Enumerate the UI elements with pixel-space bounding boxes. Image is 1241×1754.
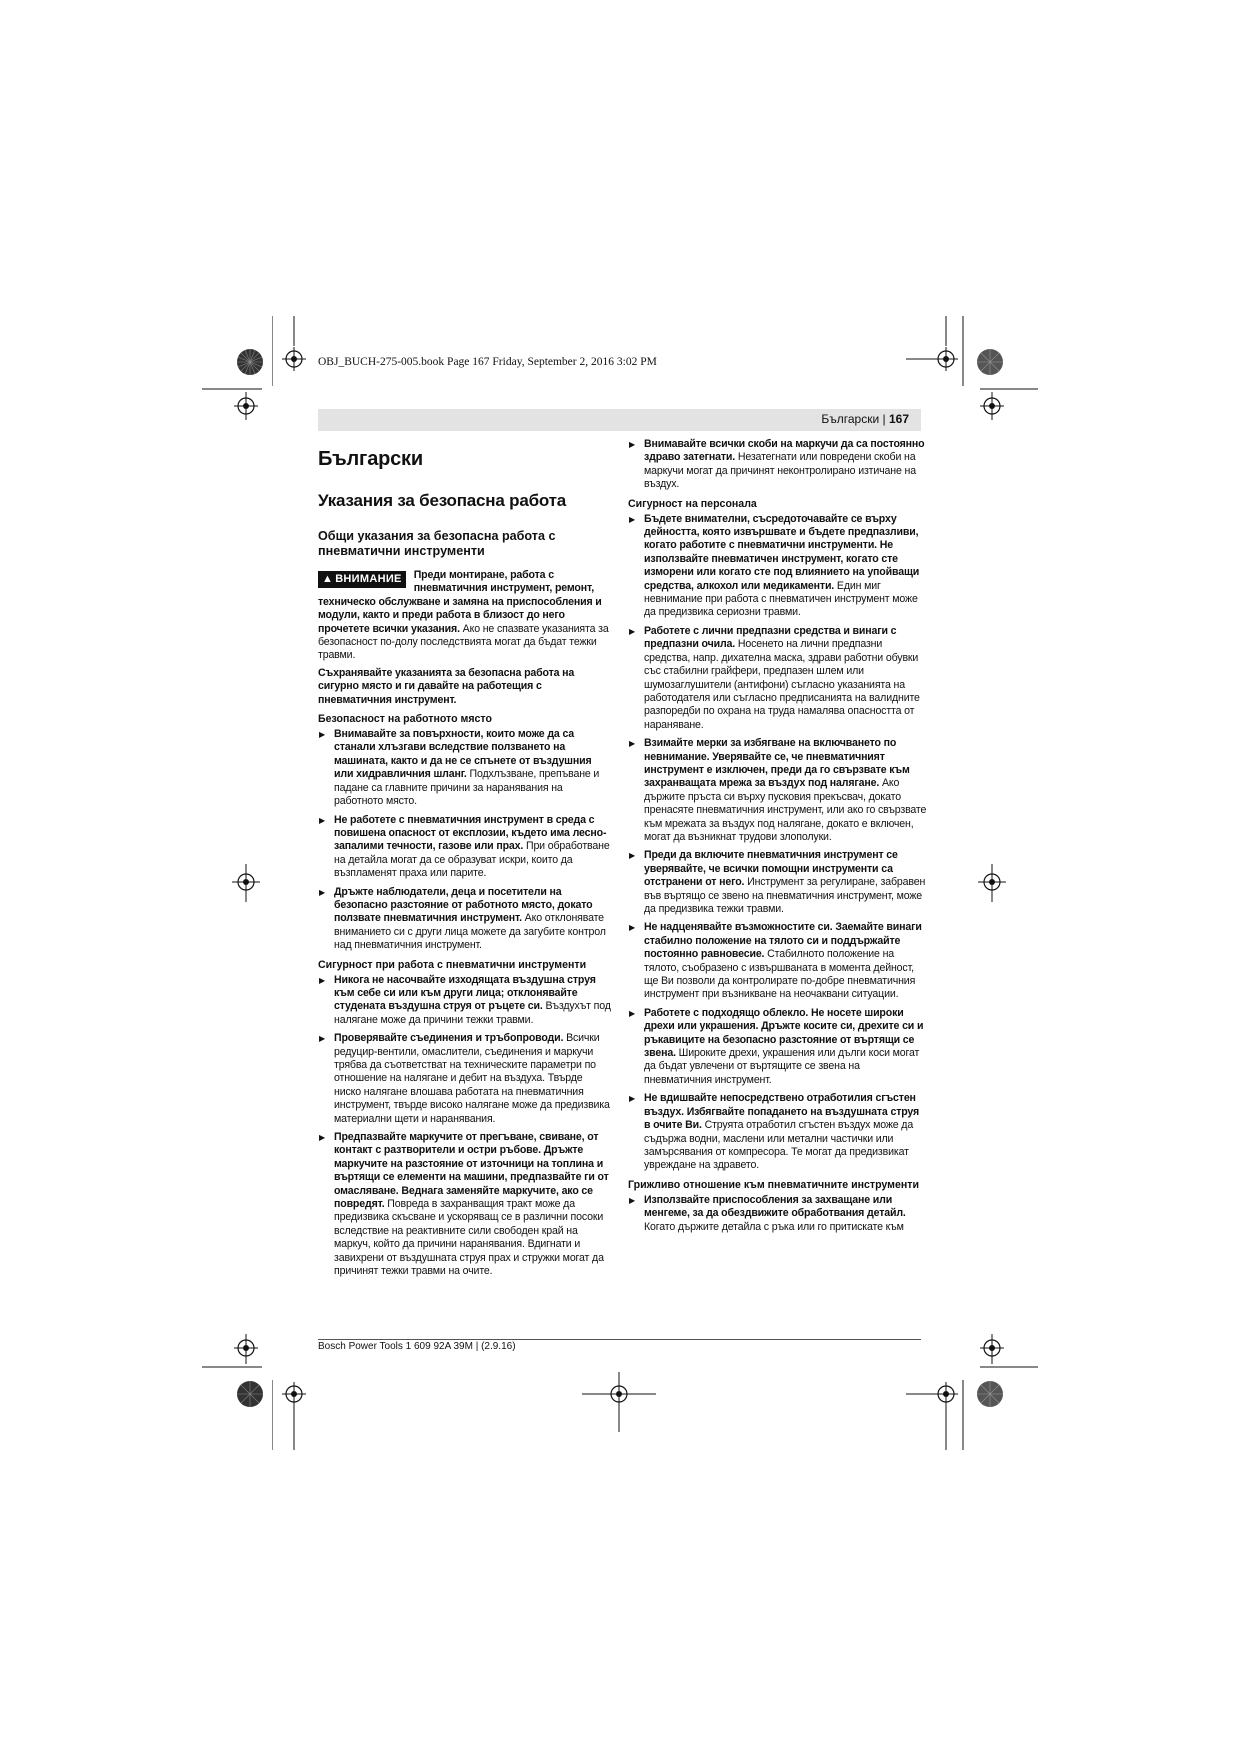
list-item: ▶ Дръжте наблюдатели, деца и посетители на безопасно разстояние от работното място, докато ползвате пневматичния инструмент. Ако отклонявате вниманието си с други лица можете да загубите контрол над пневматичния инструмент. <box>318 886 611 953</box>
careful-handling-title: Грижливо отношение към пневматичните инструменти <box>628 1178 920 1191</box>
registration-mark-bottom-center <box>582 1372 656 1437</box>
crop-mark-top-right <box>906 316 966 417</box>
list-item: ▶ Не надценявайте възможностите си. Заемайте винаги стабилно положение на тялото си и поддържайте постоянно равновесие. Стабилното положение на тялото, съобразено с извършваната в момента дейност, ще Ви позволи да контролирате по-добре пневматичния инструмент при възникване на неочаквани ситуации. <box>628 921 928 1001</box>
warning-bold-text: Преди монтиране, работа с пневматичния инструмент, ремонт, техническо обслужване и замяна на приспособления и модули, както и преди работа в близост до него прочетете всички указания. <box>318 569 602 635</box>
footer-rule <box>318 1339 921 1340</box>
personnel-title: Сигурност на персонала <box>628 497 757 510</box>
registration-mark-top-left-dark <box>236 348 264 381</box>
page-number: 167 <box>888 412 909 426</box>
print-info: OBJ_BUCH-275-005.book Page 167 Friday, September 2, 2016 3:02 PM <box>318 356 657 368</box>
subsection-title: Общи указания за безопасна работа с пневматични инструменти <box>318 529 556 558</box>
registration-mark-mid-right <box>978 864 1008 909</box>
warning-label: ВНИМАНИЕ <box>335 573 402 585</box>
registration-mark-bottom-right-dark <box>976 1380 1004 1413</box>
keep-instructions: Съхранявайте указанията за безопасна работа на сигурно място и ги давайте на работещия с пневматичния инструмент. <box>318 666 575 706</box>
crop-line-left-upper <box>202 388 312 433</box>
list-item: ▶ Използвайте приспособления за захващане или менгеме, за да обездвижите обработвания детайл. Когато държите детайла с ръка или го притискате към <box>628 1194 928 1234</box>
header-language: Български <box>821 412 880 426</box>
registration-mark-bottom-left-dark <box>236 1380 264 1413</box>
running-header: Български | 167 <box>821 412 909 426</box>
crop-line-right-lower <box>960 1330 1040 1375</box>
list-item: ▶ Работете с лични предпазни средства и винаги с предпазни очила. Носенето на лични предпазни средства, напр. дихателна маска, здрави работни обувки със стабилни грайфери, предпазен шлем или шумозаглушители (антифони) съгласно указанията на работодателя или съгласно предписанията на валидните разпоредби по охрана на труда намалява опасността от нараняване. <box>628 625 928 732</box>
page-footer: Bosch Power Tools 1 609 92A 39M | (2.9.16) <box>318 1341 516 1352</box>
left-column <box>318 438 611 1284</box>
list-item: ▶ Проверявайте съединения и тръбопроводи. Всички редуцир-вентили, омаслители, съединения и маркучи трябва да съответстват на техническите параметри по отношение на налягане и дебит на въздуха. Твърде ниско налягане влошава работата на пневматичния инструмент, твърде високо налягане може да предизвика материални щети и наранявания. <box>318 1032 611 1126</box>
list-item: ▶ Не вдишвайте непосредствено отработилия сгъстен въздух. Избягвайте попадането на въздушната струя в очите Ви. Струята отработил сгъстен въздух може да съдържа водни, маслени или метални частички или замърсявания от компресора. Те могат да предизвикат увреждане на здравето. <box>628 1092 928 1172</box>
language-title: Български <box>318 448 423 470</box>
right-column <box>628 438 928 1239</box>
crop-mark-bottom-right <box>906 1360 966 1455</box>
list-item: ▶ Бъдете внимателни, съсредоточавайте се върху дейността, която извършвате и бъдете предпазливи, когато работите с пневматични инструменти. Не използвайте пневматичен инструмент, когато сте изморени или когато сте под влиянието на упойващи средства, алкохол или медикаменти. Един миг невнимание при работа с пневматичен инструмент може да предизвика сериозни травми. <box>628 513 928 620</box>
warning-badge <box>318 571 406 588</box>
list-item: ▶ Не работете с пневматичния инструмент в среда с повишена опасност от експлозии, където има лесно-запалими течности, газове или прах. При обработване на детайла могат да се образуват искри, които да възпламенят праха или парите. <box>318 814 611 881</box>
workplace-title: Безопасност на работното място <box>318 713 492 726</box>
list-item: ▶ Никога не насочвайте изходящата въздушна струя към себе си или към други лица; отклонявайте студената въздушна струя от ръцете си. Въздухът под налягане може да причини тежки травми. <box>318 974 611 1028</box>
crop-line-right-upper <box>960 388 1040 433</box>
warning-text: Ако не спазвате указанията за безопасност по-долу последствията могат да бъдат тежки травми. <box>318 622 609 662</box>
list-item: ▶ Внимавайте всички скоби на маркучи да са постоянно здраво затегнати. Незатегнати или повредени скоби на маркучи могат да причинят неконтролирано изтичане на въздух. <box>628 438 928 492</box>
crop-mark-bottom-left <box>272 1360 312 1455</box>
list-item: ▶ Взимайте мерки за избягване на включването по невнимание. Уверявайте се, че пневматичният инструмент е изключен, преди да го свързвате към захранващата мрежа за въздух под налягане. Ако държите пръста си върху пусковия прекъсвач, докато пренасяте пневматичния инструмент, или ако го свързвате към мрежата за въздух под налягане, докато е включен, могат да възникнат трудови злополуки. <box>628 737 928 844</box>
warning-triangle-icon: ▲ <box>322 573 334 585</box>
list-item: ▶ Внимавайте за повърхности, които може да са станали хлъзгави вследствие ползването на машината, както и да не се спънете от въздушния или хидравличния шланг. Подхлъзване, препъване и падане са главните причини за наранявания на работното място. <box>318 728 611 808</box>
list-item: ▶ Предпазвайте маркучите от прегъване, свиване, от контакт с разтворители и остри ръбове. Дръжте маркучите на разстояние от източници на топлина и въртящи се елементи на машини, предпазвайте ги от омасляване. Веднага заменяйте маркучите, ако се повредят. Повреда в захранващия тракт може да предизвика скъсване и ускоряващ се в различни посоки вследствие на реактивните сили свободен край на маркуч, който да причини наранявания. Вдигнати и завихрени от въздушната струя прах и стружки могат да причинят тежки травми на очите. <box>318 1131 611 1278</box>
warning-block <box>318 569 611 663</box>
list-item: ▶ Работете с подходящо облекло. Не носете широки дрехи или украшения. Дръжте косите си, дрехите си и ръкавиците на безопасно разстояние от въртящи се звена. Широките дрехи, украшения или дълги коси могат да бъдат увлечени от въртящите се звена на пневматичния инструмент. <box>628 1007 928 1087</box>
page-header <box>318 409 921 431</box>
list-item: ▶ Преди да включите пневматичния инструмент се уверявайте, че всички помощни инструменти са отстранени от него. Инструмент за регулиране, забравен във въртящо се звено на пневматичния инструмент, може да предизвика тежки травми. <box>628 849 928 916</box>
pneumatic-title: Сигурност при работа с пневматични инструменти <box>318 958 587 971</box>
section-title: Указания за безопасна работа <box>318 491 567 510</box>
registration-mark-mid-left <box>232 864 262 909</box>
registration-mark-top-right-dark <box>976 348 1004 381</box>
